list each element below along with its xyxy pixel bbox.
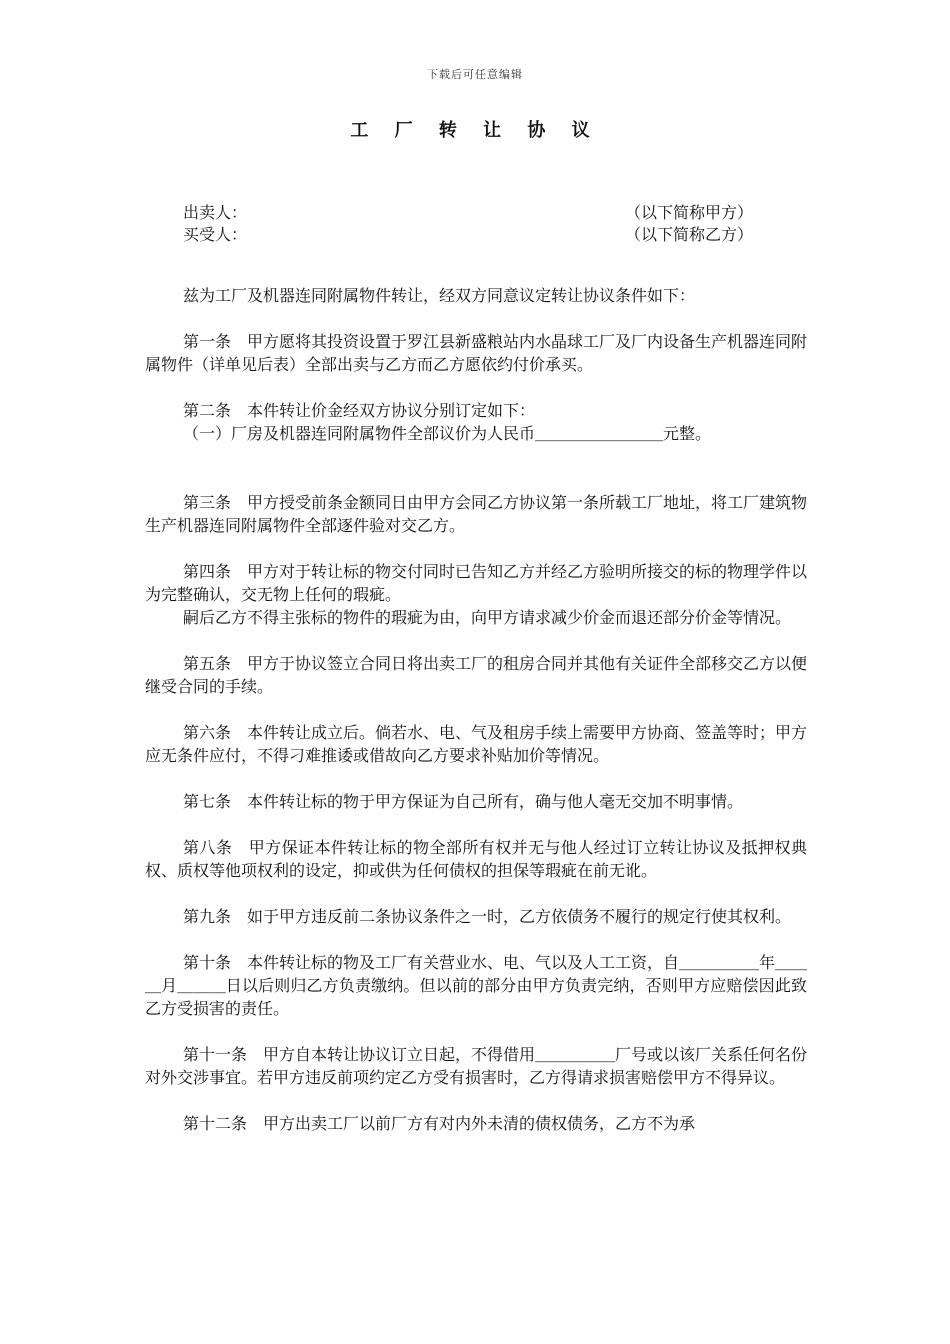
buyer-label: 买受人： (183, 225, 248, 244)
article-7: 第七条 本件转让标的物于甲方保证为自己所有，确与他人毫无交加不明事情。 (183, 792, 744, 811)
article-4: 第四条 甲方对于转让标的物交付同时已告知乙方并经乙方验明所接交的标的物理学件以为完整确认，交无物上任何的瑕疵。 (145, 562, 808, 604)
article-9: 第九条 如于甲方违反前二条协议条件之一时，乙方依债务不履行的规定行使其权利。 (183, 907, 792, 926)
article-1: 第一条 甲方愿将其投资设置于罗江县新盛粮站内水晶球工厂及厂内设备生产机器连同附属物件（详单见后表）全部出卖与乙方而乙方愿依约付价承买。 (145, 332, 808, 374)
buyer-line (183, 224, 753, 246)
article-2: 第二条 本件转让价金经双方协议分别订定如下： (183, 401, 536, 420)
article-4-continued: 嗣后乙方不得主张标的物件的瑕疵为由，向甲方请求减少价金而退还部分价金等情况。 (183, 608, 792, 627)
seller-line (183, 202, 753, 224)
header-note: 下载后可任意编辑 (427, 68, 523, 81)
article-10: 第十条 本件转让标的物及工厂有关营业水、电、气以及人工工资，自＿＿＿＿＿年＿＿＿月＿＿＿日以后则归乙方负责缴纳。但以前的部分由甲方负责完纳，否则甲方应赔偿因此致乙方受损害的责任。 (145, 953, 808, 1018)
contract-body (145, 284, 807, 1135)
preamble-paragraph: 兹为工厂及机器连同附属物件转让，经双方同意议定转让协议条件如下： (183, 286, 696, 305)
article-11: 第十一条 甲方自本转让协议订立日起，不得借用＿＿＿＿＿厂号或以该厂关系任何名份对外交涉事宜。若甲方违反前项约定乙方受有损害时，乙方得请求损害赔偿甲方不得异议。 (145, 1045, 808, 1087)
seller-note: （以下简称甲方） (624, 203, 753, 222)
document-title: 工 厂 转 让 协 议 (350, 120, 600, 141)
article-3: 第三条 甲方授受前条金额同日由甲方会同乙方协议第一条所载工厂地址，将工厂建筑物生产机器连同附属物件全部逐件验对交乙方。 (145, 493, 808, 535)
article-2-item-1: （一）厂房及机器连同附属物件全部议价为人民币＿＿＿＿＿＿＿＿元整。 (183, 424, 712, 443)
seller-label: 出卖人： (183, 203, 248, 222)
article-12: 第十二条 甲方出卖工厂以前厂方有对内外未清的债权债务，乙方不为承 (183, 1114, 696, 1133)
article-6: 第六条 本件转让成立后。倘若水、电、气及租房手续上需要甲方协商、签盖等时；甲方应无条件应付，不得刁难推诿或借故向乙方要求补贴加价等情况。 (145, 723, 808, 765)
article-8: 第八条 甲方保证本件转让标的物全部所有权并无与他人经过订立转让协议及抵押权典权、质权等他项权利的设定，抑或供为任何债权的担保等瑕疵在前无讹。 (145, 838, 807, 880)
buyer-note: （以下简称乙方） (624, 225, 753, 244)
article-5: 第五条 甲方于协议签立合同日将出卖工厂的租房合同并其他有关证件全部移交乙方以便继受合同的手续。 (145, 654, 808, 696)
